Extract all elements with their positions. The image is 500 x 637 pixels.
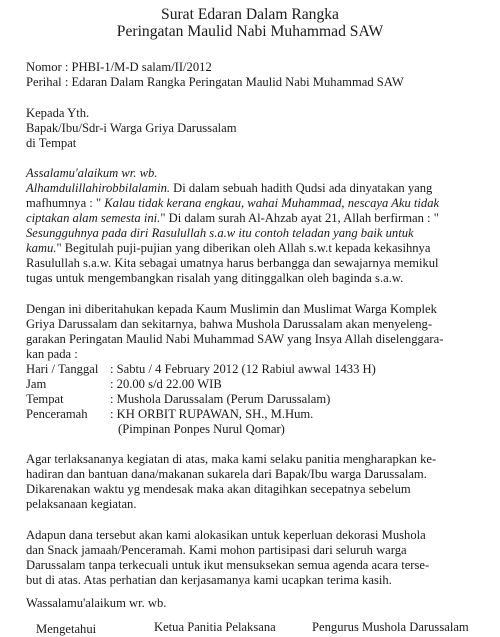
para1-line2 (26, 196, 439, 211)
para1-line1-italic: Alhamdulillahirobbilalamin. (26, 181, 171, 195)
letter-title-line2: Peringatan Maulid Nabi Muhammad SAW (116, 23, 384, 40)
closing-salutation: Wassalamu'alaikum wr. wb. (26, 596, 167, 610)
schedule-key: Tempat (26, 392, 64, 406)
para1-line7: tugas untuk mengembangkan risalah yang ditinggalkan oleh baginda s.a.w. (26, 271, 404, 285)
para2-line3: garakan Peringatan Maulid Nabi Muhammad SAW yang Insya Allah diselenggara- (26, 332, 444, 346)
para1-line5-text: " Begitulah puji-pujian yang diberikan oleh Allah s.w.t kepada kekasihnya (56, 241, 431, 255)
para1-line4: Sesungguhnya pada diri Rasulullah s.a.w itu contoh teladan yang baik untuk (26, 226, 414, 240)
schedule-value: : Sabtu / 4 February 2012 (12 Rabiul awwal 1433 H) (110, 362, 376, 376)
recipient-line3: di Tempat (26, 136, 77, 150)
para1-line6: Rasulullah s.a.w. Kita sebagai umatnya harus berbangga dan sewajarnya memikul (26, 256, 439, 270)
recipient-line1: Kepada Yth. (26, 106, 90, 120)
schedule-key: Jam (26, 377, 47, 391)
letter-title-line1: Surat Edaran Dalam Rangka (161, 6, 339, 23)
para1-line5 (26, 241, 430, 256)
para1-line5-italic: kamu. (26, 241, 57, 255)
schedule-value: : Mushola Darussalam (Perum Darussalam) (110, 392, 331, 406)
para4-line3: Darussalam tanpa terkecuali untuk ikut mensuksekan semua agenda acara terse- (26, 558, 430, 572)
para1-line3 (26, 211, 439, 226)
greeting: Assalamu'alaikum wr. wb. (26, 166, 158, 180)
para1-line1-text: Di dalam sebuah hadith Qudsi ada dinyatakan yang (170, 181, 433, 195)
para4-line2: dan Snack jamaah/Penceramah. Kami mohon partisipasi dari seluruh warga (26, 543, 407, 557)
schedule-value: : 20.00 s/d 22.00 WIB (110, 377, 222, 391)
para1-line2-text: mafhumnya : " (26, 196, 102, 210)
schedule-row (26, 407, 313, 422)
para3-line4: pelaksanaan kegiatan. (26, 497, 137, 511)
para1-line3-text: " Di dalam surah Al-Ahzab ayat 21, Allah berfirman : " (160, 211, 439, 225)
schedule-row (26, 362, 376, 377)
para1-line1 (26, 181, 432, 196)
para3-line2: hadiran dan bantuan dana/makanan sukarela dari Bapak/Ibu warga Darussalam. (26, 467, 427, 481)
para2-line1: Dengan ini diberitahukan kepada Kaum Muslimin dan Muslimat Warga Komplek (26, 302, 437, 316)
schedule-row (26, 392, 330, 407)
schedule-row (26, 377, 222, 392)
para1-line3-italic: ciptakan alam semesta ini. (26, 211, 161, 225)
letter-subject: Perihal : Edaran Dalam Rangka Peringatan Maulid Nabi Muhammad SAW (26, 75, 404, 89)
schedule-value: : KH ORBIT RUPAWAN, SH., M.Hum. (110, 407, 314, 421)
speaker-affiliation: (Pimpinan Ponpes Nurul Qomar) (118, 422, 285, 436)
para3-line3: Dikarenakan waktu yg mendesak maka akan ditagihkan secepatnya sebelum (26, 482, 411, 496)
signature-committee-chair: Ketua Panitia Pelaksana (154, 620, 276, 634)
para1-line2-italic: Kalau tidak kerana engkau, wahai Muhammad, nescaya Aku tidak (101, 196, 440, 210)
schedule-key: Hari / Tanggal (26, 362, 99, 376)
letter-number: Nomor : PHBI-1/M-D salam/II/2012 (26, 60, 212, 74)
recipient-line2: Bapak/Ibu/Sdr-i Warga Griya Darussalam (26, 121, 237, 135)
para4-line1: Adapun dana tersebut akan kami alokasikan untuk keperluan dekorasi Mushola (26, 528, 426, 542)
para4-line4: but di atas. Atas perhatian dan kerjasamanya kami ucapkan terima kasih. (26, 573, 392, 587)
signature-mushola-board: Pengurus Mushola Darussalam (312, 620, 469, 634)
signature-acknowledged: Mengetahui (36, 622, 97, 636)
para2-line4: kan pada : (26, 347, 78, 361)
para3-line1: Agar terlaksananya kegiatan di atas, maka kami selaku panitia mengharapkan ke- (26, 452, 437, 466)
para2-line2: Griya Darussalam dan sekitarnya, bahwa Mushola Darussalam akan menyeleng- (26, 317, 433, 331)
schedule-key: Penceramah (26, 407, 88, 421)
